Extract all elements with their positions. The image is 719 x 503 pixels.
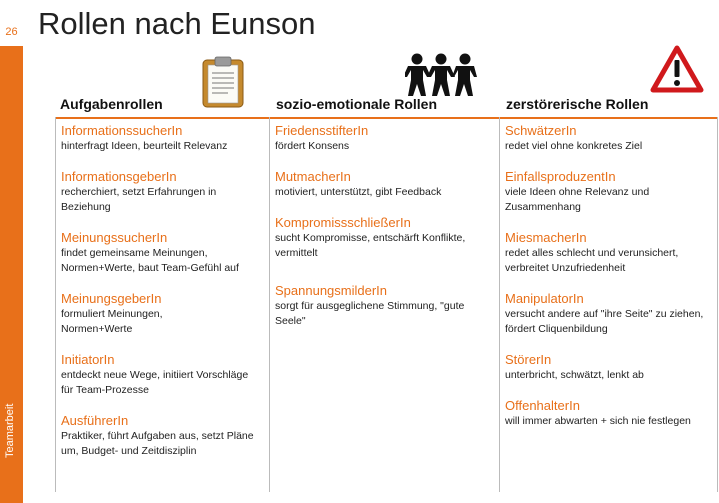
role-description: findet gemeinsame Meinungen, Normen+Werte, baut Team-Gefühl auf [61,247,239,274]
people-group-icon [405,53,477,97]
role-description: versucht andere auf "ihre Seite" zu ziehen, fördert Cliquenbildung [505,308,704,335]
role-description: sucht Kompromisse, entschärft Konflikte, vermittelt [275,232,466,259]
role-name: StörerIn [505,352,552,367]
sidebar-top [0,0,23,46]
role-entry [61,413,264,459]
destructive-roles-column [500,121,717,492]
role-description: will immer abwarten + sich nie festlegen [505,415,691,427]
role-name: OffenhalterIn [505,398,580,413]
role-entry [275,215,494,261]
role-name: KompromissschließerIn [275,215,411,230]
role-entry [505,291,712,337]
role-entry [505,123,712,154]
role-entry [61,291,264,337]
role-name: MeinungssucherIn [61,230,168,245]
role-name: InitiatorIn [61,352,115,367]
role-entry [61,169,264,215]
sidebar-section-label [4,444,16,458]
table-border-right [717,117,718,492]
roles-table [55,92,718,492]
role-name: FriedensstifterIn [275,123,369,138]
role-description: redet viel ohne konkretes Ziel [505,140,643,152]
role-description: recherchiert, setzt Erfahrungen in Beziehung [61,186,217,213]
role-entry [505,398,712,429]
role-entry [61,230,264,276]
role-description: hinterfragt Ideen, beurteilt Relevanz [61,140,228,152]
sidebar [0,0,23,503]
role-name: InformationssucherIn [61,123,183,138]
role-description: entdeckt neue Wege, initiiert Vorschläge für Team-Prozesse [61,369,249,396]
role-name: ManipulatorIn [505,291,584,306]
role-name: EinfallsproduzentIn [505,169,616,184]
task-roles-column [56,121,269,492]
role-name: MeinungsgeberIn [61,291,162,306]
role-description: viele Ideen ohne Relevanz und Zusammenhang [505,186,650,213]
role-entry [61,352,264,398]
role-description: Praktiker, führt Aufgaben aus, setzt Pläne um, Budget- und Zeitdisziplin [61,430,254,457]
role-description: sorgt für ausgeglichene Stimmung, "gute Seele" [275,300,465,327]
warning-triangle-icon [650,45,704,93]
slide-title: Rollen nach Eunson [38,6,316,41]
role-name: InformationsgeberIn [61,169,177,184]
role-name: MiesmacherIn [505,230,587,245]
column-header-socio-emotional-roles: sozio-emotionale Rollen [276,96,438,112]
role-entry [275,283,494,329]
role-description: redet alles schlecht und verunsichert, verbreitet Unzufriedenheit [505,247,679,274]
role-entry [275,123,494,154]
header-divider [55,117,718,119]
column-header-destructive-roles: zerstörerische Rollen [506,96,649,112]
role-description: motiviert, unterstützt, gibt Feedback [275,186,442,198]
role-name: MutmacherIn [275,169,351,184]
role-description: unterbricht, schwätzt, lenkt ab [505,369,644,381]
role-name: SpannungsmilderIn [275,283,388,298]
socio-emotional-roles-column [270,121,499,492]
role-entry [61,123,264,154]
column-header-task-roles: Aufgabenrollen [60,96,163,112]
role-entry [275,169,494,200]
role-description: formuliert Meinungen, Normen+Werte [61,308,163,335]
role-description: fördert Konsens [275,140,350,152]
page-number: 26 [5,26,18,38]
role-name: SchwätzerIn [505,123,577,138]
role-entry [505,230,712,276]
role-entry [505,352,712,383]
role-entry [505,169,712,215]
role-name: AusführerIn [61,413,129,428]
